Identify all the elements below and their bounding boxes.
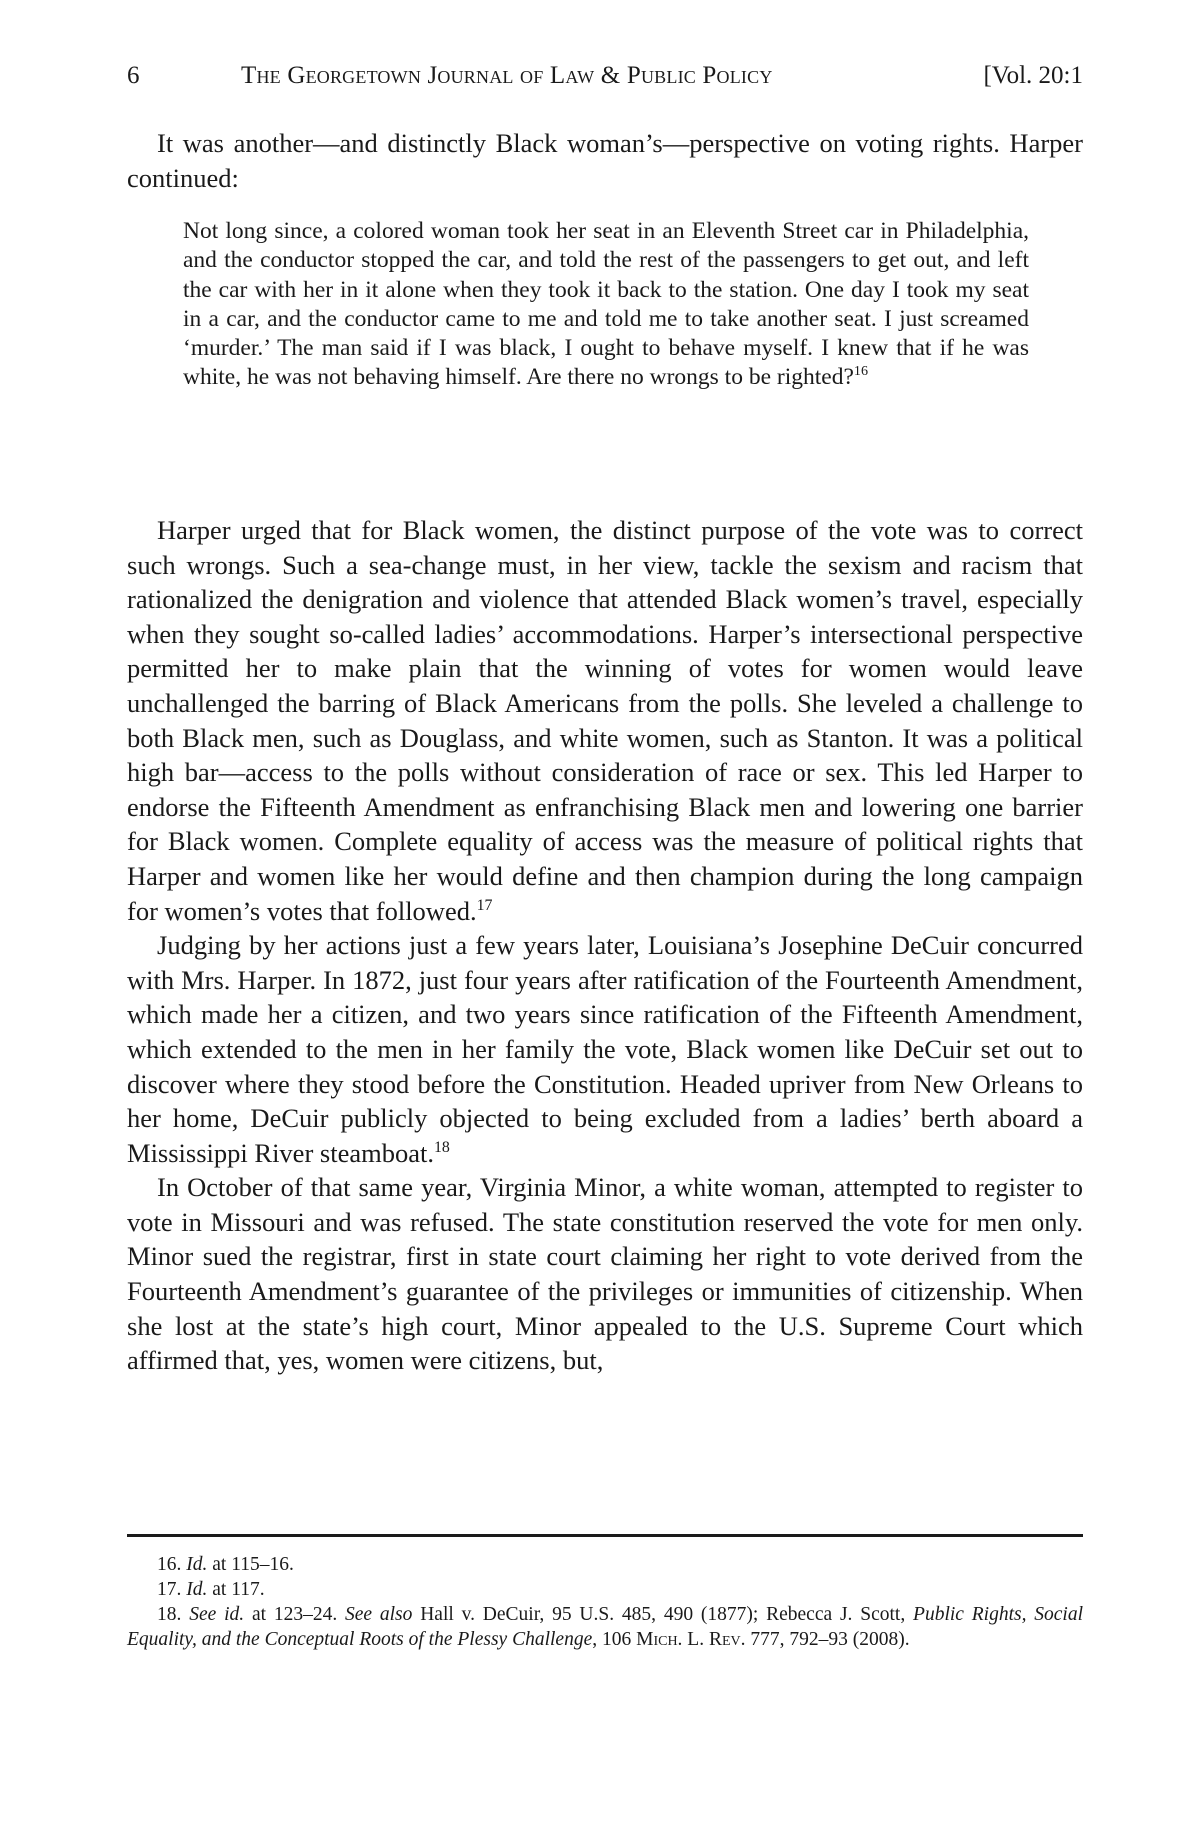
- footnote-ref-18: 18: [433, 1138, 450, 1156]
- main-body: [127, 513, 1083, 1378]
- footnote-text: 777, 792–93 (2008).: [745, 1629, 910, 1650]
- paragraph-text: Judging by her actions just a few years later, Louisiana’s Josephine DeCuir concurred with Mrs. Harper. In 1872, just four years after ratification of the Fourteenth Amendment, which made her a citizen, and two years since ratification of the Fifteenth Amendment, which extended to the men in her family the vote, Black women like DeCuir set out to discover where they stood before the Constitution. Headed upriver from New Orleans to her home, DeCuir publicly objected to being excluded from a ladies’ berth aboard a Mississippi River steamboat.: [127, 930, 1083, 1168]
- block-quote-text: Not long since, a colored woman took her seat in an Eleventh Street car in Philadelphia, and the conductor stopped the car, and told the rest of the passengers to get out, and left the car with her in it alone when they took it back to the station. One day I took my seat in a car, and the conductor came to me and told me to take another seat. I just screamed ‘murder.’ The man said if I was black, I ought to behave myself. I knew that if he was white, he was not behaving himself. Are there no wrongs to be righted?: [183, 218, 1029, 391]
- page-number: 6: [127, 62, 140, 89]
- footnote-signal: Id.: [186, 1554, 208, 1575]
- footnote-signal: See also: [345, 1604, 413, 1625]
- block-quote: [183, 217, 1029, 393]
- footnote-ref-17: 17: [476, 896, 493, 914]
- footnote-text: at 115–16.: [207, 1554, 294, 1575]
- footnote-number: 17.: [157, 1579, 182, 1600]
- intro-paragraph: [127, 126, 1083, 195]
- body-paragraph: [127, 928, 1083, 1170]
- body-paragraph: [127, 513, 1083, 928]
- journal-title: The Georgetown Journal of Law & Public Policy: [241, 62, 773, 89]
- footnote-divider: [127, 1534, 1083, 1537]
- footnote-text: at 117.: [207, 1579, 265, 1600]
- footnote-16: [127, 1552, 1083, 1577]
- paragraph-text: In October of that same year, Virginia Minor, a white woman, attempted to register to vote in Missouri and was refused. The state constitution reserved the vote for men only. Minor sued the registrar, first in state court claiming her right to vote derived from the Fourteenth Amendment’s guarantee of the privileges or immunities of citizenship. When she lost at the state’s high court, Minor appealed to the U.S. Supreme Court which affirmed that, yes, women were citizens, but,: [127, 1172, 1083, 1376]
- footnote-signal: Id.: [186, 1579, 208, 1600]
- intro-text: It was another—and distinctly Black woman’s—perspective on voting rights. Harper continued:: [127, 128, 1083, 193]
- journal-abbrev: Mich. L. Rev.: [636, 1629, 746, 1650]
- footnote-text: Hall v. DeCuir, 95 U.S. 485, 490 (1877); Rebecca J. Scott,: [412, 1604, 914, 1625]
- paragraph-text: Harper urged that for Black women, the distinct purpose of the vote was to correct such wrongs. Such a sea-change must, in her view, tackle the sexism and racism that rationalized the denigration and violence that attended Black women’s travel, especially when they sought so-called ladies’ accommodations. Harper’s intersectional perspective permitted her to make plain that the winning of votes for women would leave unchallenged the barring of Black Americans from the polls. She leveled a challenge to both Black men, such as Douglass, and white women, such as Stanton. It was a political high bar—access to the polls without consideration of race or sex. This led Harper to endorse the Fifteenth Amendment as enfranchising Black men and lowering one barrier for Black women. Complete equality of access was the measure of political rights that Harper and women like her would define and then champion during the long campaign for women’s votes that followed.: [127, 515, 1083, 926]
- volume-label: [Vol. 20:1: [983, 62, 1083, 89]
- footnote-number: 16.: [157, 1554, 182, 1575]
- footnote-signal: See id.: [189, 1604, 245, 1625]
- footnote-text: , 106: [592, 1629, 637, 1650]
- running-header: [127, 56, 1083, 96]
- article-title: Public Rights, Social Equality, and the Conceptual Roots of the Plessy Challenge: [127, 1604, 1084, 1650]
- body-paragraph: [127, 1170, 1083, 1378]
- footnote-ref-16: 16: [853, 363, 868, 380]
- footnote-17: [127, 1577, 1083, 1602]
- footnote-18: [127, 1602, 1083, 1652]
- footnotes: [127, 1552, 1083, 1652]
- footnote-number: 18.: [157, 1604, 182, 1625]
- footnote-text: at 123–24.: [244, 1604, 346, 1625]
